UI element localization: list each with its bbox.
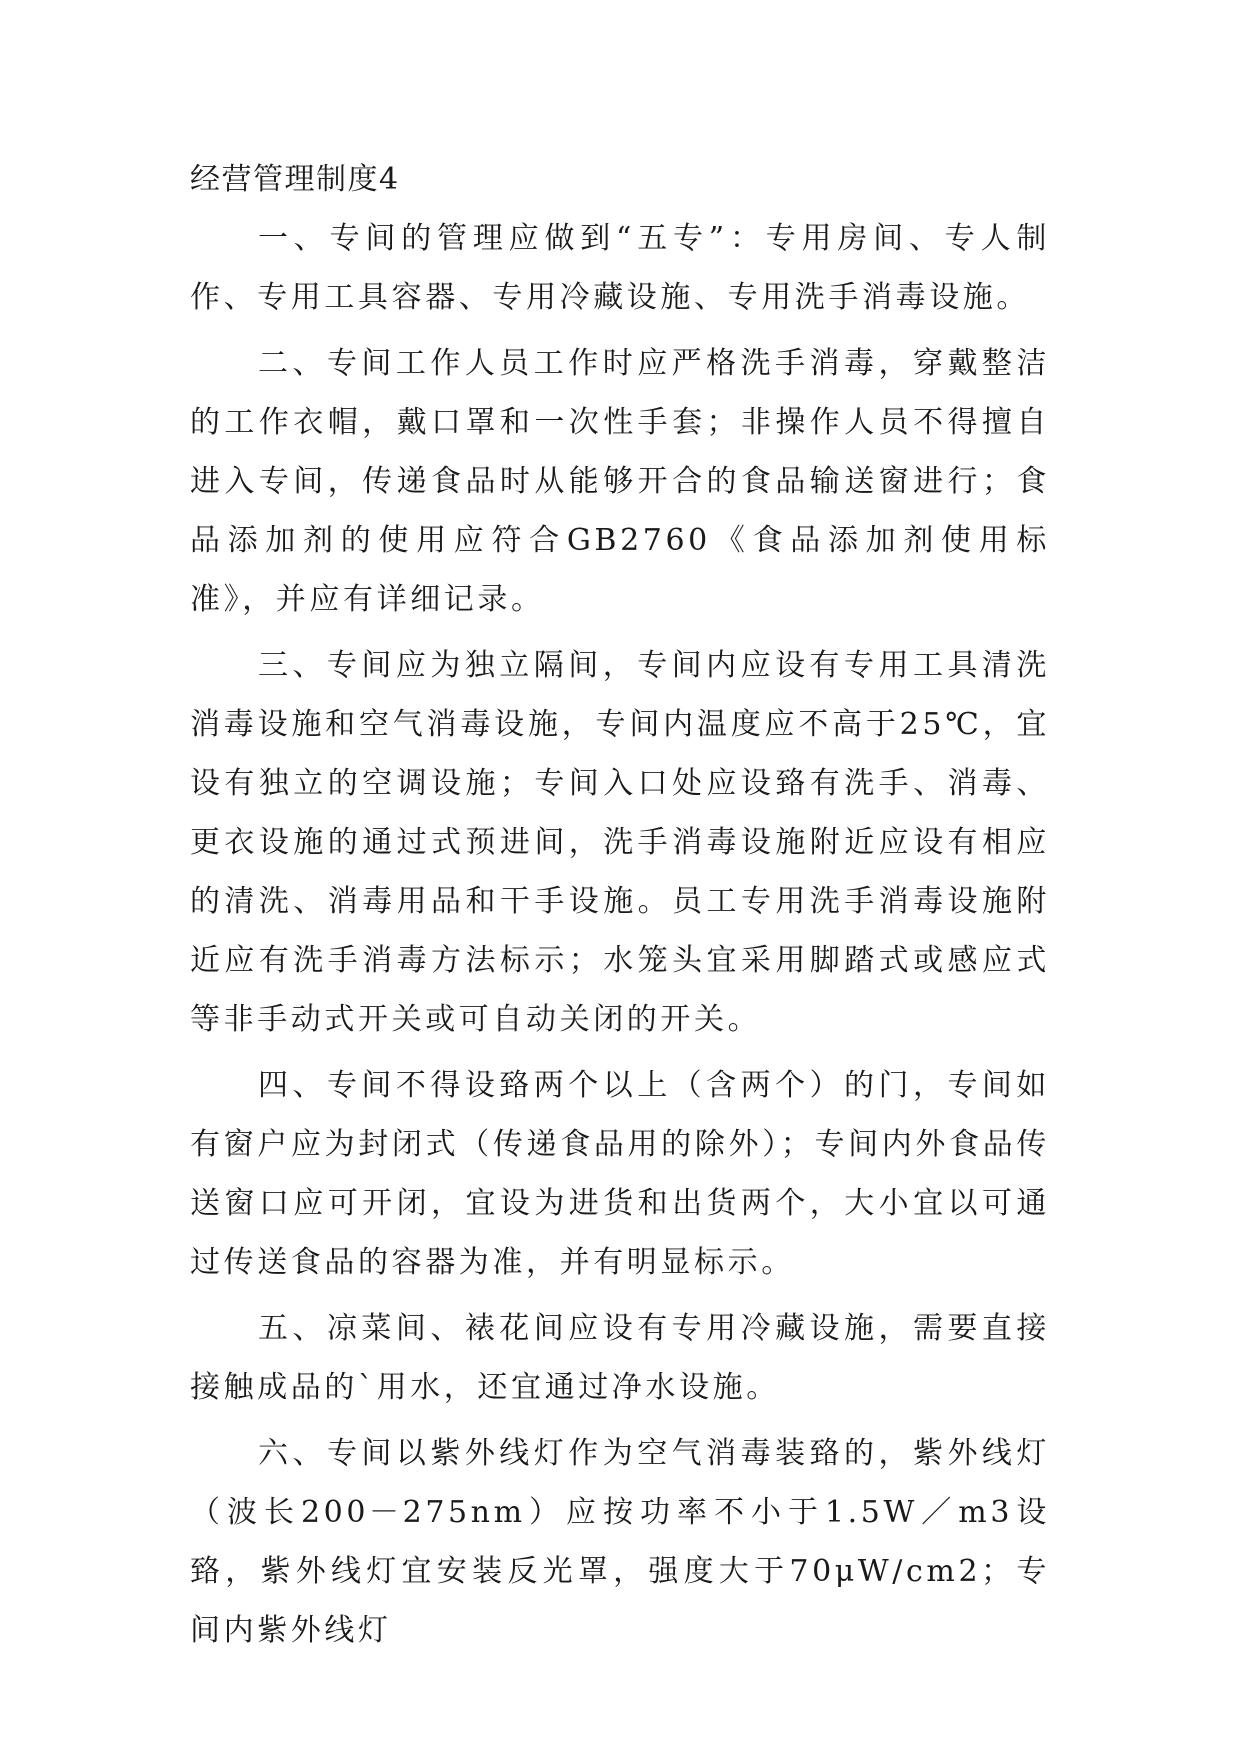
document-title: 经营管理制度4	[190, 162, 400, 197]
paragraph-3: 三、专间应为独立隔间，专间内应设有专用工具清洗消毒设施和空气消毒设施，专间内温度应不高于25℃，宜设有独立的空调设施；专间入口处应设臵有洗手、消毒、更衣设施的通过式预进间，洗手消毒设施附近应设有相应的清洗、消毒用品和干手设施。员工专用洗手消毒设施附近应有洗手消毒方法标示；水笼头宜采用脚踏式或感应式等非手动式开关或可自动关闭的开关。	[190, 648, 1050, 1037]
paragraph-4: 四、专间不得设臵两个以上（含两个）的门，专间如有窗户应为封闭式（传递食品用的除外）；专间内外食品传送窗口应可开闭，宜设为进货和出货两个，大小宜以可通过传送食品的容器为准，并有明显标示。	[190, 1068, 1050, 1280]
paragraph-6: 六、专间以紫外线灯作为空气消毒装臵的，紫外线灯（波长200－275nm）应按功率不小于1.5W／m3设臵，紫外线灯宜安装反光罩，强度大于70μW/cm2；专间内紫外线灯	[190, 1436, 1050, 1648]
paragraph-5: 五、凉菜间、裱花间应设有专用冷藏设施，需要直接接触成品的`用水，还宜通过净水设施。	[190, 1311, 1050, 1405]
paragraph-2: 二、专间工作人员工作时应严格洗手消毒，穿戴整洁的工作衣帽，戴口罩和一次性手套；非操作人员不得擅自进入专间，传递食品时从能够开合的食品输送窗进行；食品添加剂的使用应符合GB2760《食品添加剂使用标准》，并应有详细记录。	[190, 346, 1050, 617]
document-body	[190, 150, 1050, 1667]
paragraph-1: 一、专间的管理应做到“五专”：专用房间、专人制作、专用工具容器、专用冷藏设施、专用洗手消毒设施。	[190, 221, 1050, 315]
